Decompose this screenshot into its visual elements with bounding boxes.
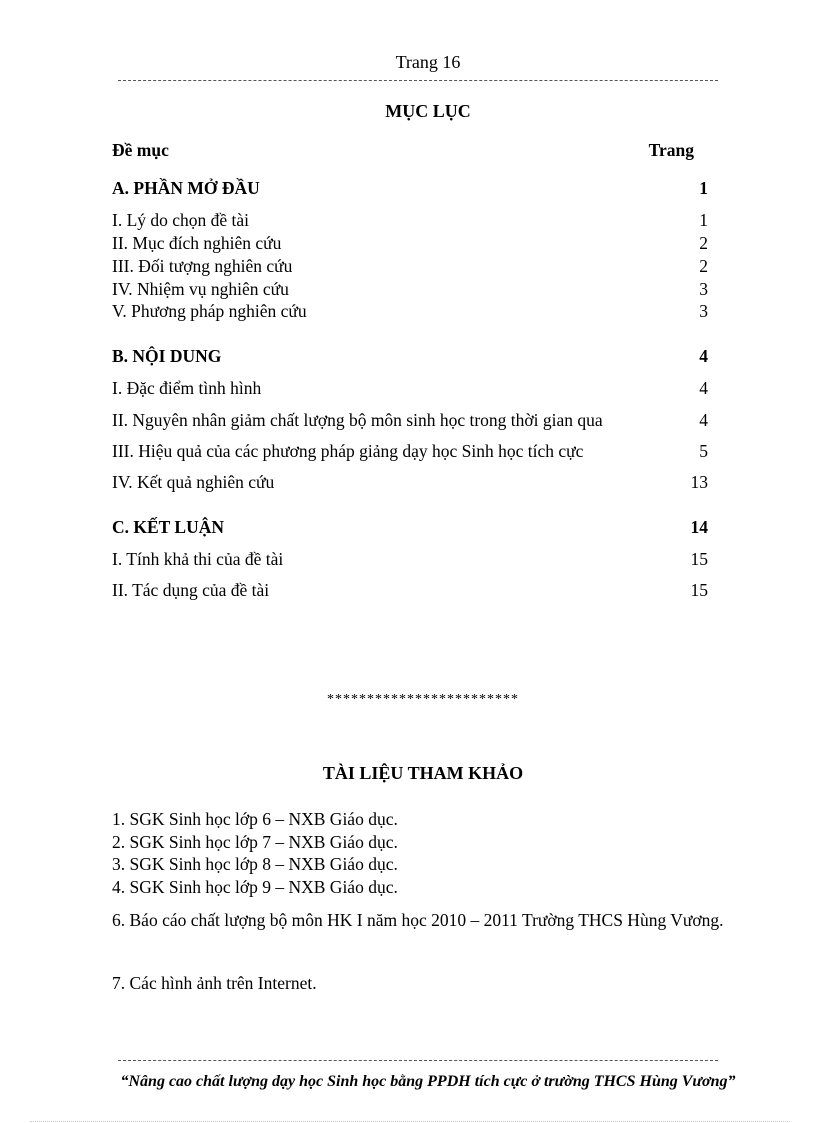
toc-entry-section-c xyxy=(112,517,708,538)
reference-item: 2. SGK Sinh học lớp 7 – NXB Giáo dục. xyxy=(112,832,398,852)
toc-col-page: Trang xyxy=(648,140,694,160)
toc-entry-text: A. PHẦN MỞ ĐẦU xyxy=(112,178,260,198)
header-divider xyxy=(118,80,718,81)
toc-entry-text: II. Mục đích nghiên cứu xyxy=(112,233,282,253)
toc-column-headings xyxy=(112,140,694,161)
toc-entry-page: 4 xyxy=(699,346,708,366)
toc-col-heading: Đề mục xyxy=(112,140,169,160)
toc-entry-page: 3 xyxy=(699,279,708,299)
toc-entry-section-a xyxy=(112,178,708,199)
toc-entry-text: V. Phương pháp nghiên cứu xyxy=(112,301,307,321)
toc-entry-text: I. Tính khả thi của đề tài xyxy=(112,549,284,569)
toc-entry-page: 3 xyxy=(699,301,708,321)
toc-entry-page: 5 xyxy=(699,441,708,461)
toc-entry-text: III. Hiệu quả của các phương pháp giảng dạy học Sinh học tích cực xyxy=(112,441,584,461)
page-number-header: Trang 16 xyxy=(395,52,461,72)
toc-entry xyxy=(112,549,708,570)
section-separator: ************************ xyxy=(327,692,519,707)
toc-entry-text: C. KẾT LUẬN xyxy=(112,517,224,537)
toc-entry xyxy=(112,410,708,431)
toc-entry-text: II. Tác dụng của đề tài xyxy=(112,580,270,600)
toc-entry xyxy=(112,378,708,399)
toc-entry xyxy=(112,580,708,601)
toc-entry-page: 1 xyxy=(699,178,708,198)
toc-entry-page: 2 xyxy=(699,233,708,253)
toc-entry-page: 4 xyxy=(699,378,708,398)
toc-entry xyxy=(112,279,708,300)
toc-entry-page: 15 xyxy=(690,549,708,569)
toc-entry-page: 1 xyxy=(699,210,708,230)
toc-entry-page: 4 xyxy=(699,410,708,430)
toc-entry xyxy=(112,256,708,277)
toc-entry-text: II. Nguyên nhân giảm chất lượng bộ môn sinh học trong thời gian qua xyxy=(112,410,603,430)
reference-item: 3. SGK Sinh học lớp 8 – NXB Giáo dục. xyxy=(112,854,398,874)
toc-entry-section-b xyxy=(112,346,708,367)
toc-entry-text: III. Đối tượng nghiên cứu xyxy=(112,256,293,276)
toc-entry-text: I. Lý do chọn đề tài xyxy=(112,210,250,230)
toc-entry-page: 15 xyxy=(690,580,708,600)
toc-title: MỤC LỤC xyxy=(385,101,471,121)
toc-entry xyxy=(112,233,708,254)
toc-entry-text: I. Đặc điểm tình hình xyxy=(112,378,262,398)
toc-entry xyxy=(112,441,708,462)
toc-entry xyxy=(112,210,708,231)
toc-entry-text: IV. Kết quả nghiên cứu xyxy=(112,472,275,492)
reference-item: 7. Các hình ảnh trên Internet. xyxy=(112,973,317,993)
reference-item: 1. SGK Sinh học lớp 6 – NXB Giáo dục. xyxy=(112,809,398,829)
footer-title: “Nâng cao chất lượng dạy học Sinh học bằng PPDH tích cực ở trường THCS Hùng Vương” xyxy=(120,1073,736,1090)
toc-entry-page: 2 xyxy=(699,256,708,276)
references-title: TÀI LIỆU THAM KHẢO xyxy=(322,763,524,783)
toc-entry-page: 14 xyxy=(690,517,708,537)
toc-entry xyxy=(112,472,708,493)
page-edge xyxy=(30,1121,790,1122)
toc-entry-text: B. NỘI DUNG xyxy=(112,346,222,366)
footer-divider xyxy=(118,1060,718,1061)
toc-entry-page: 13 xyxy=(690,472,708,492)
reference-item: 6. Báo cáo chất lượng bộ môn HK I năm học 2010 – 2011 Trường THCS Hùng Vương. xyxy=(112,910,724,930)
reference-item: 4. SGK Sinh học lớp 9 – NXB Giáo dục. xyxy=(112,877,398,897)
toc-entry xyxy=(112,301,708,322)
toc-entry-text: IV. Nhiệm vụ nghiên cứu xyxy=(112,279,289,299)
